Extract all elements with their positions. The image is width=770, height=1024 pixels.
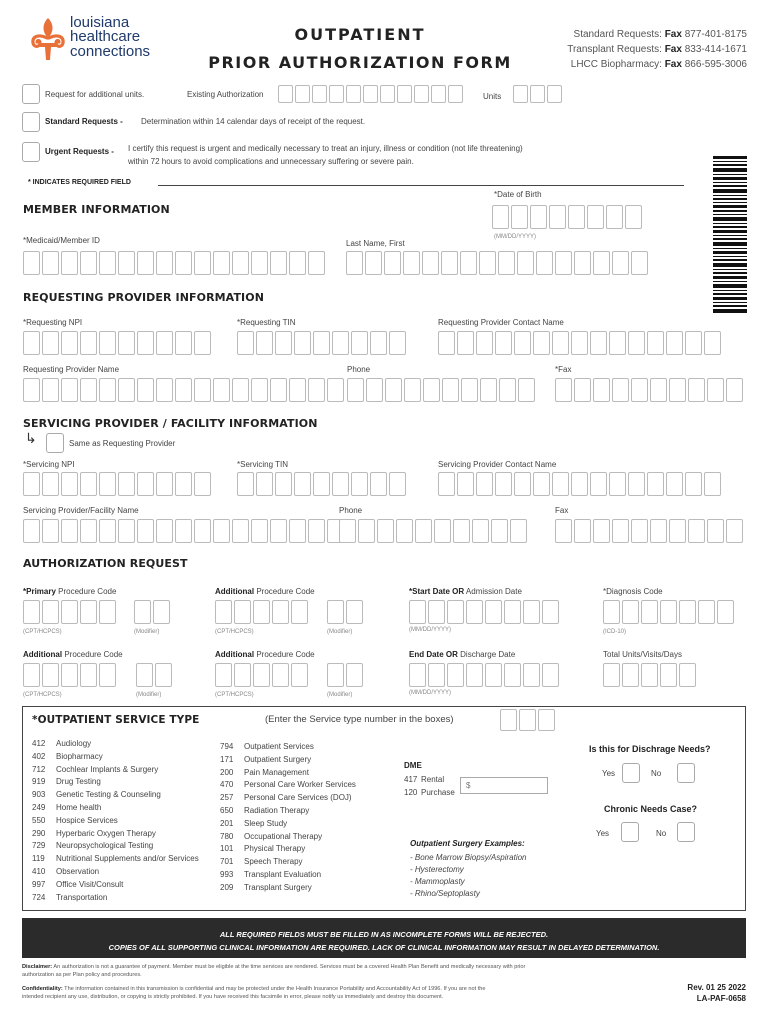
- servicing-name-label: Servicing Provider/Facility Name: [23, 506, 139, 515]
- servicing-phone-label: Phone: [339, 506, 363, 515]
- servicing-phone-boxes[interactable]: [339, 519, 527, 543]
- additional-code-boxes-3[interactable]: [215, 663, 308, 687]
- end-date-boxes[interactable]: [409, 663, 559, 687]
- revision-date: Rev. 01 25 2022: [687, 983, 746, 992]
- additional-units-label: Request for additional units.: [45, 90, 145, 99]
- surgery-example: - Bone Marrow Biopsy/Aspiration: [410, 853, 527, 862]
- service-item: 249 Home health: [32, 802, 102, 812]
- diagnosis-boxes[interactable]: [603, 600, 734, 624]
- service-item: 412 Audiology: [32, 739, 92, 748]
- fleur-de-lis-icon: [30, 16, 66, 62]
- brand-line-2: healthcare: [70, 28, 141, 45]
- primary-modifier-hint: (Modifier): [134, 629, 160, 635]
- arrow-icon: ↳: [25, 430, 37, 446]
- requesting-phone-label: Phone: [347, 365, 371, 374]
- service-item: 650 Radiation Therapy: [220, 805, 310, 815]
- fax-block: [545, 27, 747, 72]
- service-item: 200 Pain Management: [220, 767, 309, 777]
- servicing-npi-label: *Servicing NPI: [23, 460, 75, 469]
- service-item: 550 Hospice Services: [32, 815, 118, 825]
- requesting-heading: REQUESTING PROVIDER INFORMATION: [23, 291, 264, 304]
- service-type-list-1: [32, 738, 199, 904]
- service-item: 257 Personal Care Services (DOJ): [220, 793, 352, 803]
- additional-modifier-boxes-3[interactable]: [327, 663, 363, 687]
- service-item: 201 Sleep Study: [220, 818, 288, 828]
- requesting-contact-label: Requesting Provider Contact Name: [438, 318, 564, 327]
- existing-auth-boxes[interactable]: [278, 85, 463, 103]
- service-item: 903 Genetic Testing & Counseling: [32, 790, 161, 800]
- surgery-examples-heading: Outpatient Surgery Examples:: [410, 839, 525, 848]
- brand-line-1: louisiana: [70, 14, 130, 31]
- dme-list: [404, 774, 455, 800]
- dme-heading: DME: [404, 761, 422, 770]
- divider: [158, 185, 684, 186]
- servicing-tin-boxes[interactable]: [237, 472, 406, 496]
- requesting-fax-label: *Fax: [555, 365, 572, 374]
- requesting-npi-label: *Requesting NPI: [23, 318, 83, 327]
- service-type-list-2: [220, 741, 356, 895]
- additional-modifier-hint-3: (Modifier): [327, 692, 353, 698]
- surgery-examples-list: [410, 852, 527, 900]
- fax-biopharmacy: LHCC Biopharmacy: Fax 866-595-3006: [570, 59, 747, 70]
- dme-amount-input[interactable]: $: [460, 777, 548, 794]
- additional-code-boxes-2[interactable]: [23, 663, 116, 687]
- dob-boxes[interactable]: [492, 205, 642, 229]
- start-date-boxes[interactable]: [409, 600, 559, 624]
- requesting-npi-boxes[interactable]: [23, 331, 211, 355]
- logo: [30, 14, 150, 70]
- additional-code-boxes-1[interactable]: [215, 600, 308, 624]
- discharge-yes-label: Yes: [602, 769, 616, 778]
- chronic-yes-label: Yes: [596, 829, 610, 838]
- requesting-tin-label: *Requesting TIN: [237, 318, 296, 327]
- additional-modifier-hint-1: (Modifier): [327, 629, 353, 635]
- units-label: Units: [483, 92, 502, 101]
- discharge-no-label: No: [651, 769, 662, 778]
- dme-item: 120 Purchase: [404, 787, 455, 797]
- diagnosis-label: *Diagnosis Code: [603, 587, 663, 596]
- primary-code-label: *Primary Procedure Code: [23, 587, 117, 596]
- discharge-question: Is this for Dischrage Needs?: [589, 744, 711, 754]
- requesting-contact-boxes[interactable]: [438, 331, 721, 355]
- auth-heading: AUTHORIZATION REQUEST: [23, 557, 188, 570]
- service-item: 729 Neuropsychological Testing: [32, 841, 154, 851]
- service-item: 997 Office Visit/Consult: [32, 879, 124, 889]
- confidentiality: Confidentiality: The information contained in this transmission is confidential and may be protected under the Health Insurance Portability and Accountability Act of 1996. If you are not the intended recipient any use, distribution, or copying is strictly prohibited. If you have received this facsimile in error, please notify us immediately and destroy this document.: [22, 986, 486, 1000]
- additional-modifier-hint-2: (Modifier): [136, 692, 162, 698]
- service-item: 780 Occupational Therapy: [220, 831, 323, 841]
- standard-request-label: Standard Requests -: [45, 117, 123, 126]
- requesting-name-label: Requesting Provider Name: [23, 365, 120, 374]
- standard-request-text: Determination within 14 calendar days of receipt of the request.: [141, 117, 366, 126]
- service-type-heading: *OUTPATIENT SERVICE TYPE: [32, 714, 200, 726]
- service-item: 290 Hyperbaric Oxygen Therapy: [32, 828, 156, 838]
- service-type-boxes[interactable]: [500, 709, 555, 731]
- end-date-hint: (MM/DD/YYYY): [409, 690, 451, 696]
- additional-code-label-3: Additional Procedure Code: [215, 650, 315, 659]
- total-units-boxes[interactable]: [603, 663, 696, 687]
- same-as-requesting-label: Same as Requesting Provider: [69, 439, 176, 448]
- servicing-contact-label: Servicing Provider Contact Name: [438, 460, 557, 469]
- additional-code-label-2: Additional Procedure Code: [23, 650, 123, 659]
- existing-auth-label: Existing Authorization: [187, 90, 264, 99]
- start-date-hint: (MM/DD/YYYY): [409, 627, 451, 633]
- servicing-tin-label: *Servicing TIN: [237, 460, 288, 469]
- start-date-label: *Start Date OR Admission Date: [409, 587, 522, 596]
- dob-label: *Date of Birth: [494, 190, 542, 199]
- service-item: 794 Outpatient Services: [220, 742, 314, 751]
- urgent-request-text-1: I certify this request is urgent and medically necessary to treat an injury, illness or condition (not life threatening): [128, 144, 523, 153]
- service-item: 712 Cochlear Implants & Surgery: [32, 764, 159, 774]
- standard-request-checkbox[interactable]: [22, 112, 40, 132]
- urgent-request-text-2: within 72 hours to avoid complications and unnecessary suffering or severe pain.: [128, 157, 414, 166]
- requesting-phone-boxes[interactable]: [347, 378, 535, 402]
- servicing-contact-boxes[interactable]: [438, 472, 721, 496]
- additional-cpt-hint-3: (CPT/HCPCS): [215, 692, 254, 698]
- brand-line-3: connections: [70, 43, 151, 60]
- medicaid-id-label: *Medicaid/Member ID: [23, 236, 100, 245]
- service-item: 470 Personal Care Worker Services: [220, 780, 356, 790]
- last-first-label: Last Name, First: [346, 239, 405, 248]
- requesting-name-boxes[interactable]: [23, 378, 344, 402]
- barcode-image: [713, 156, 747, 314]
- required-note: * INDICATES REQUIRED FIELD: [28, 179, 131, 186]
- member-name-boxes[interactable]: [346, 251, 648, 275]
- service-item: 919 Drug Testing: [32, 777, 101, 787]
- discharge-yes-checkbox[interactable]: [622, 763, 640, 783]
- surgery-example: - Rhino/Septoplasty: [410, 889, 480, 898]
- primary-modifier-boxes[interactable]: [134, 600, 170, 624]
- service-item: 724 Transportation: [32, 892, 108, 902]
- chronic-question: Chronic Needs Case?: [604, 804, 698, 814]
- warning-line-1: ALL REQUIRED FIELDS MUST BE FILLED IN AS INCOMPLETE FORMS WILL BE REJECTED.: [219, 930, 549, 939]
- additional-modifier-boxes-2[interactable]: [136, 663, 172, 687]
- form-title-line-2: PRIOR AUTHORIZATION FORM: [208, 53, 512, 72]
- warning-line-2: COPIES OF ALL SUPPORTING CLINICAL INFORMATION ARE REQUIRED. LACK OF CLINICAL INFORMATION MAY RESULT IN DELAYED DETERMINATION.: [108, 943, 660, 952]
- requesting-tin-boxes[interactable]: [237, 331, 406, 355]
- chronic-no-label: No: [656, 829, 667, 838]
- additional-cpt-hint-1: (CPT/HCPCS): [215, 629, 254, 635]
- form-code: LA-PAF-0658: [696, 994, 746, 1003]
- service-item: 410 Observation: [32, 866, 100, 876]
- service-item: 209 Transplant Surgery: [220, 882, 312, 892]
- surgery-example: - Mammoplasty: [410, 877, 465, 886]
- service-item: 701 Speech Therapy: [220, 857, 303, 867]
- urgent-request-checkbox[interactable]: [22, 142, 40, 162]
- total-units-label: Total Units/Visits/Days: [603, 650, 682, 659]
- service-item: 171 Outpatient Surgery: [220, 754, 312, 764]
- end-date-label: End Date OR Discharge Date: [409, 650, 516, 659]
- dme-item: 417 Rental: [404, 775, 445, 784]
- form-title-line-1: OUTPATIENT: [294, 25, 426, 44]
- service-item: 993 Transplant Evaluation: [220, 869, 322, 879]
- additional-code-label-1: Additional Procedure Code: [215, 587, 315, 596]
- units-boxes[interactable]: [513, 85, 562, 103]
- medicaid-id-boxes[interactable]: [23, 251, 325, 275]
- servicing-fax-label: Fax: [555, 506, 569, 515]
- primary-code-boxes[interactable]: [23, 600, 116, 624]
- servicing-heading: SERVICING PROVIDER / FACILITY INFORMATION: [23, 417, 318, 430]
- same-as-requesting-checkbox[interactable]: [46, 433, 64, 453]
- service-type-instruction: (Enter the Service type number in the boxes): [265, 714, 454, 725]
- servicing-npi-boxes[interactable]: [23, 472, 211, 496]
- diagnosis-hint: (ICD-10): [603, 629, 627, 635]
- disclaimer: Disclaimer: An authorization is not a guarantee of payment. Member must be eligible at the time services are rendered. Services must be a covered Health Plan Benefit and medically necessary with prior authorization as per Plan policy and procedures.: [22, 964, 526, 978]
- chronic-no-checkbox[interactable]: [677, 822, 695, 842]
- servicing-name-boxes[interactable]: [23, 519, 344, 543]
- surgery-example: - Hysterectomy: [410, 865, 464, 874]
- additional-modifier-boxes-1[interactable]: [327, 600, 363, 624]
- member-heading: MEMBER INFORMATION: [23, 203, 170, 216]
- additional-cpt-hint-2: (CPT/HCPCS): [23, 692, 62, 698]
- dob-hint: (MM/DD/YYYY): [494, 234, 536, 240]
- chronic-yes-checkbox[interactable]: [621, 822, 639, 842]
- additional-units-checkbox[interactable]: [22, 84, 40, 104]
- fax-standard: Standard Requests: Fax 877-401-8175: [573, 29, 747, 40]
- requesting-fax-boxes[interactable]: [555, 378, 743, 402]
- discharge-no-checkbox[interactable]: [677, 763, 695, 783]
- fax-transplant: Transplant Requests: Fax 833-414-1671: [567, 44, 747, 55]
- servicing-fax-boxes[interactable]: [555, 519, 743, 543]
- service-item: 119 Nutritional Supplements and/or Services: [32, 854, 199, 864]
- urgent-request-label: Urgent Requests -: [45, 147, 114, 156]
- service-item: 402 Biopharmacy: [32, 751, 103, 761]
- primary-cpt-hint: (CPT/HCPCS): [23, 629, 62, 635]
- service-item: 101 Physical Therapy: [220, 844, 306, 854]
- warning-banner: [22, 918, 746, 958]
